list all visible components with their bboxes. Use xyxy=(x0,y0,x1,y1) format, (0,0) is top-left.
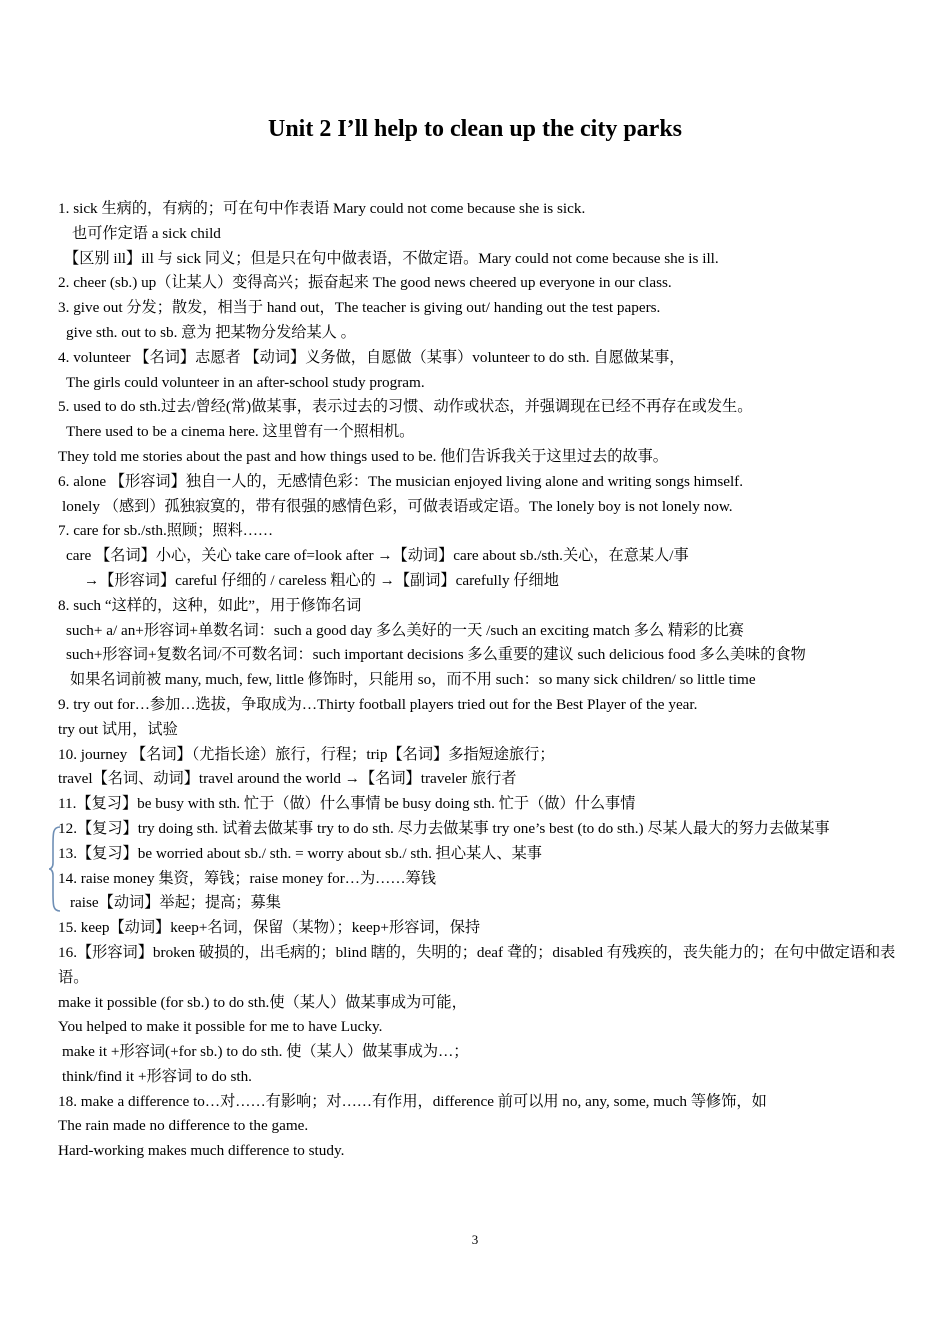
note-line: →【形容词】careful 仔细的 / careless 粗心的 →【副词】carefully 仔细地 xyxy=(84,571,559,589)
note-line: 11.【复习】be busy with sth. 忙于（做）什么事情 be busy doing sth. 忙于（做）什么事情 xyxy=(58,795,636,813)
note-line: Hard-working makes much difference to study. xyxy=(58,1142,345,1160)
note-line: 15. keep【动词】keep+名词，保留（某物）；keep+形容词，保持 xyxy=(58,919,481,937)
note-line: 18. make a difference to…对……有影响；对……有作用，difference 前可以用 no, any, some, much 等修饰，如 xyxy=(58,1092,767,1110)
note-line: 【区别 ill】ill 与 sick 同义；但是只在句中做表语，不做定语。Mary could not come because she is ill. xyxy=(64,249,719,267)
note-line: 也可作定语 a sick child xyxy=(72,224,221,242)
note-line: such+ a/ an+形容词+单数名词：such a good day 多么美好的一天 /such an exciting match 多么 精彩的比赛 xyxy=(66,621,744,639)
note-line: 6. alone 【形容词】独自一人的，无感情色彩：The musician enjoyed living alone and writing songs himself. xyxy=(58,472,744,490)
note-line: You helped to make it possible for me to have Lucky. xyxy=(58,1018,383,1036)
note-line: The girls could volunteer in an after-school study program. xyxy=(66,373,425,391)
note-line: They told me stories about the past and how things used to be. 他们告诉我关于这里过去的故事。 xyxy=(58,447,668,465)
bracket-icon xyxy=(48,825,62,913)
note-line: make it possible (for sb.) to do sth.使（某人）做某事成为可能， xyxy=(58,993,467,1011)
note-line: 2. cheer (sb.) up（让某人）变得高兴；振奋起来 The good news cheered up everyone in our class. xyxy=(58,274,672,292)
note-line: try out 试用，试验 xyxy=(58,720,178,738)
note-line: make it +形容词(+for sb.) to do sth. 使（某人）做某事成为…； xyxy=(62,1043,469,1061)
note-line: 13.【复习】be worried about sb./ sth. = worry about sb./ sth. 担心某人、某事 xyxy=(58,844,542,862)
page-number: 3 xyxy=(471,1232,479,1247)
note-line: 7. care for sb./sth.照顾；照料…… xyxy=(58,522,274,540)
note-line: 如果名词前被 many, much, few, little 修饰时，只能用 so，而不用 such：so many sick children/ so little time xyxy=(70,671,756,689)
page-title: Unit 2 I’ll help to clean up the city parks xyxy=(267,116,683,142)
note-line: 3. give out 分发；散发，相当于 hand out，The teacher is giving out/ handing out the test papers. xyxy=(58,299,661,317)
note-line: give sth. out to sb. 意为 把某物分发给某人 。 xyxy=(66,323,356,341)
note-line: 5. used to do sth.过去/曾经(常)做某事，表示过去的习惯、动作或状态，并强调现在已经不再存在或发生。 xyxy=(58,398,753,416)
note-line: 4. volunteer 【名词】志愿者 【动词】义务做，自愿做（某事）volunteer to do sth. 自愿做某事， xyxy=(58,348,685,366)
note-line: 8. such “这样的，这种，如此”，用于修饰名词 xyxy=(58,596,362,614)
note-line: think/find it +形容词 to do sth. xyxy=(62,1067,252,1085)
note-line: The rain made no difference to the game. xyxy=(58,1117,309,1135)
notes-body xyxy=(58,197,898,1164)
note-line: 9. try out for…参加…选拔，争取成为…Thirty football players tried out for the Best Player of the year. xyxy=(58,695,698,713)
note-line: 12.【复习】try doing sth. 试着去做某事 try to do sth. 尽力去做某事 try one’s best (to do sth.) 尽某人最大的努力去做某事 xyxy=(58,819,830,837)
note-line: 16.【形容词】broken 破损的，出毛病的；blind 瞎的，失明的；deaf 聋的；disabled 有残疾的，丧失能力的；在句中做定语和表语。 xyxy=(58,943,896,986)
note-line: 10. journey 【名词】（尤指长途）旅行，行程；trip【名词】多指短途旅行； xyxy=(58,745,555,763)
note-line: lonely （感到）孤独寂寞的，带有很强的感情色彩，可做表语或定语。The lonely boy is not lonely now. xyxy=(62,497,733,515)
note-line: 1. sick 生病的，有病的；可在句中作表语 Mary could not come because she is sick. xyxy=(58,200,586,217)
note-line: care 【名词】小心，关心 take care of=look after →【动词】care about sb./sth.关心，在意某人/事 xyxy=(66,547,689,565)
note-line: travel【名词、动词】travel around the world →【名词】traveler 旅行者 xyxy=(58,770,517,788)
note-line: There used to be a cinema here. 这里曾有一个照相机。 xyxy=(66,423,415,441)
note-line: raise【动词】举起；提高；募集 xyxy=(70,894,281,912)
note-line: such+形容词+复数名词/不可数名词：such important decisions 多么重要的建议 such delicious food 多么美味的食物 xyxy=(66,646,806,664)
note-line: 14. raise money 集资，筹钱；raise money for…为……筹钱 xyxy=(58,869,436,887)
